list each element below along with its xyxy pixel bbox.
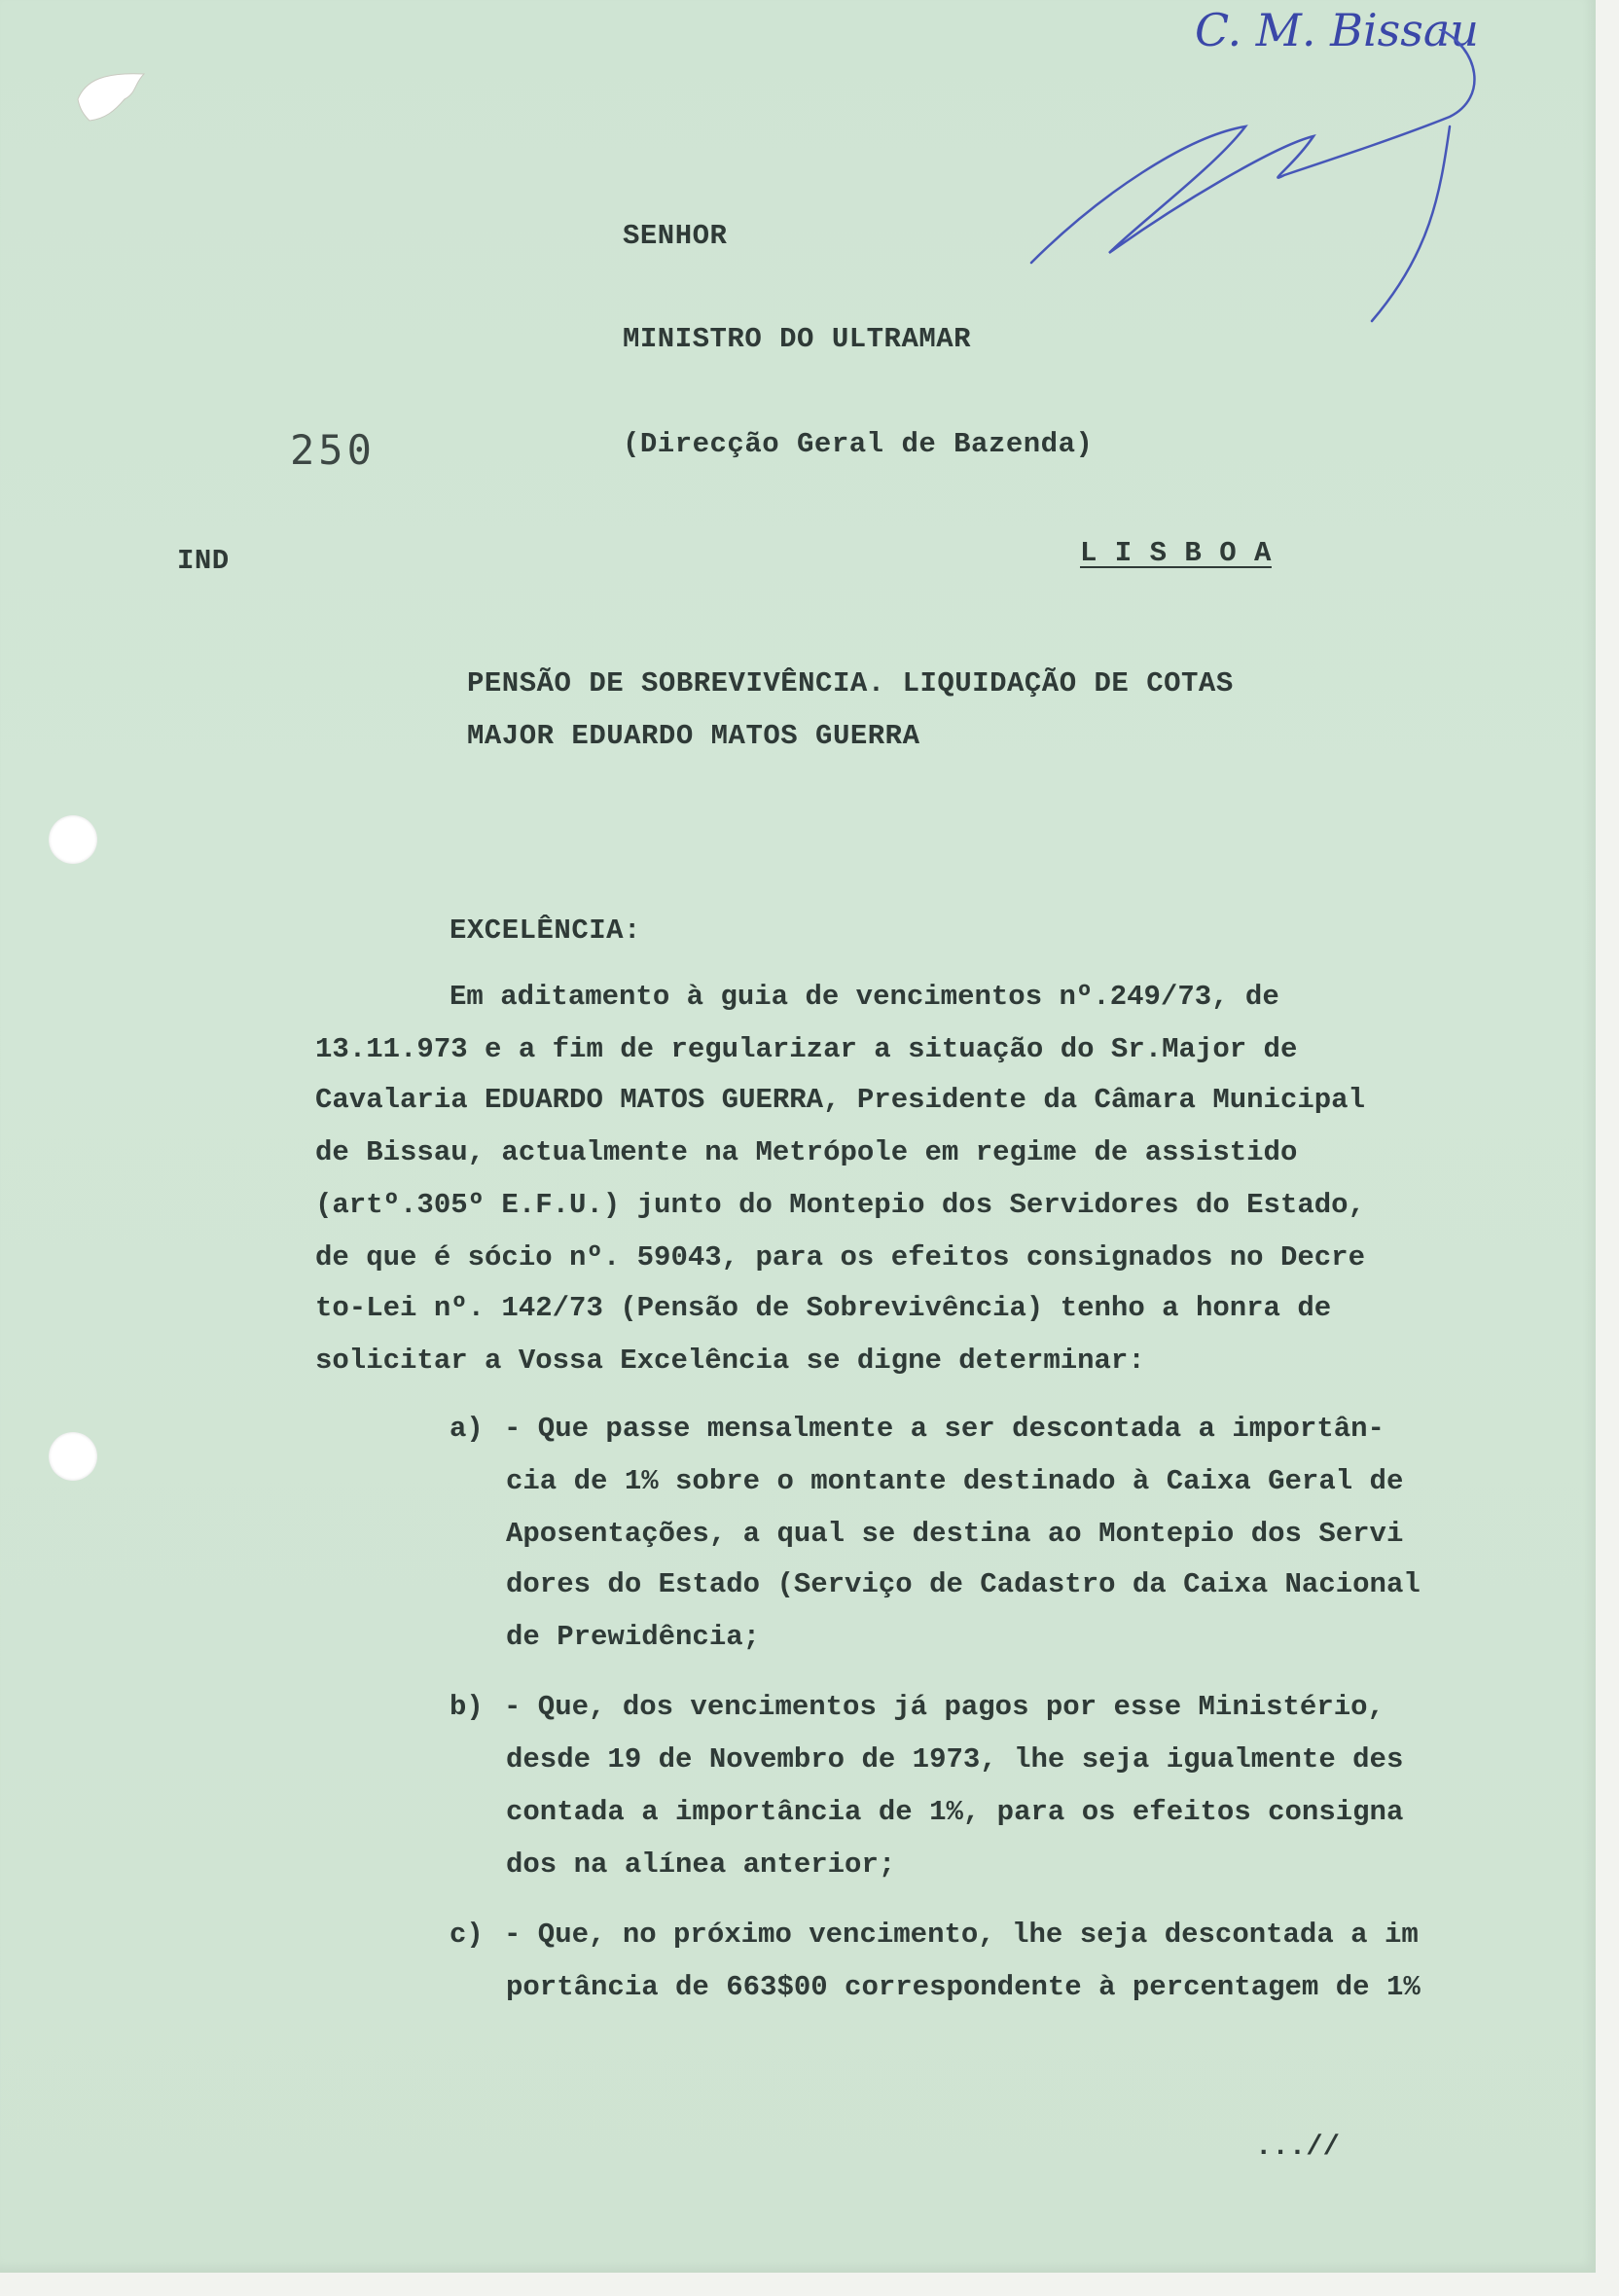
- subject-line-2: MAJOR EDUARDO MATOS GUERRA: [467, 720, 920, 752]
- handwritten-note: C. M. Bissau: [1195, 4, 1479, 56]
- address-city: L I S B O A: [1080, 537, 1272, 569]
- item-a-line: dores do Estado (Serviço de Cadastro da Caixa Nacional: [506, 1568, 1421, 1600]
- paragraph-line: de que é sócio nº. 59043, para os efeitos consignados no Decre: [315, 1241, 1365, 1274]
- paragraph-line: de Bissau, actualmente na Metrópole em regime de assistido: [315, 1136, 1298, 1168]
- item-marker-a: a): [450, 1413, 484, 1445]
- paragraph-line: (artº.305º E.F.U.) junto do Montepio dos Servidores do Estado,: [315, 1189, 1365, 1221]
- item-b-line: desde 19 de Novembro de 1973, lhe seja igualmente des: [506, 1743, 1404, 1776]
- item-a-line: Aposentações, a qual se destina ao Montepio dos Servi: [506, 1518, 1404, 1550]
- item-marker-b: b): [450, 1691, 484, 1723]
- item-b-line: - Que, dos vencimentos já pagos por esse Ministério,: [504, 1691, 1385, 1723]
- continuation-mark: ...//: [1255, 2131, 1341, 2163]
- reference-number: 250: [290, 426, 376, 474]
- item-b-line: dos na alínea anterior;: [506, 1848, 896, 1881]
- item-a-line: - Que passe mensalmente a ser descontada a importân-: [504, 1413, 1385, 1445]
- salutation: EXCELÊNCIA:: [450, 915, 641, 947]
- paragraph-line: solicitar a Vossa Excelência se digne determinar:: [315, 1345, 1145, 1377]
- torn-corner-mark: [76, 70, 154, 128]
- handwritten-initials-mark: [1022, 29, 1528, 341]
- address-line-2: MINISTRO DO ULTRAMAR: [623, 323, 972, 355]
- item-c-line: portância de 663$00 correspondente à percentagem de 1%: [506, 1971, 1421, 2003]
- subject-line-1: PENSÃO DE SOBREVIVÊNCIA. LIQUIDAÇÃO DE COTAS: [467, 667, 1234, 700]
- margin-code: IND: [177, 545, 230, 577]
- paragraph-line: Cavalaria EDUARDO MATOS GUERRA, Presidente da Câmara Municipal: [315, 1084, 1365, 1116]
- paragraph-line: 13.11.973 e a fim de regularizar a situação do Sr.Major de: [315, 1033, 1298, 1065]
- item-a-line: de Prewidência;: [506, 1621, 761, 1653]
- punch-hole-bottom: [49, 1432, 97, 1481]
- paragraph-line: to-Lei nº. 142/73 (Pensão de Sobrevivência) tenho a honra de: [315, 1292, 1332, 1324]
- item-c-line: - Que, no próximo vencimento, lhe seja descontada a im: [504, 1919, 1419, 1951]
- paragraph-line: Em aditamento à guia de vencimentos nº.249/73, de: [450, 981, 1279, 1013]
- address-line-1: SENHOR: [623, 220, 728, 252]
- item-b-line: contada a importância de 1%, para os efeitos consigna: [506, 1796, 1404, 1828]
- item-a-line: cia de 1% sobre o montante destinado à Caixa Geral de: [506, 1465, 1404, 1497]
- punch-hole-top: [49, 815, 97, 864]
- item-marker-c: c): [450, 1919, 484, 1951]
- address-line-3: (Direcção Geral de Bazenda): [623, 428, 1094, 460]
